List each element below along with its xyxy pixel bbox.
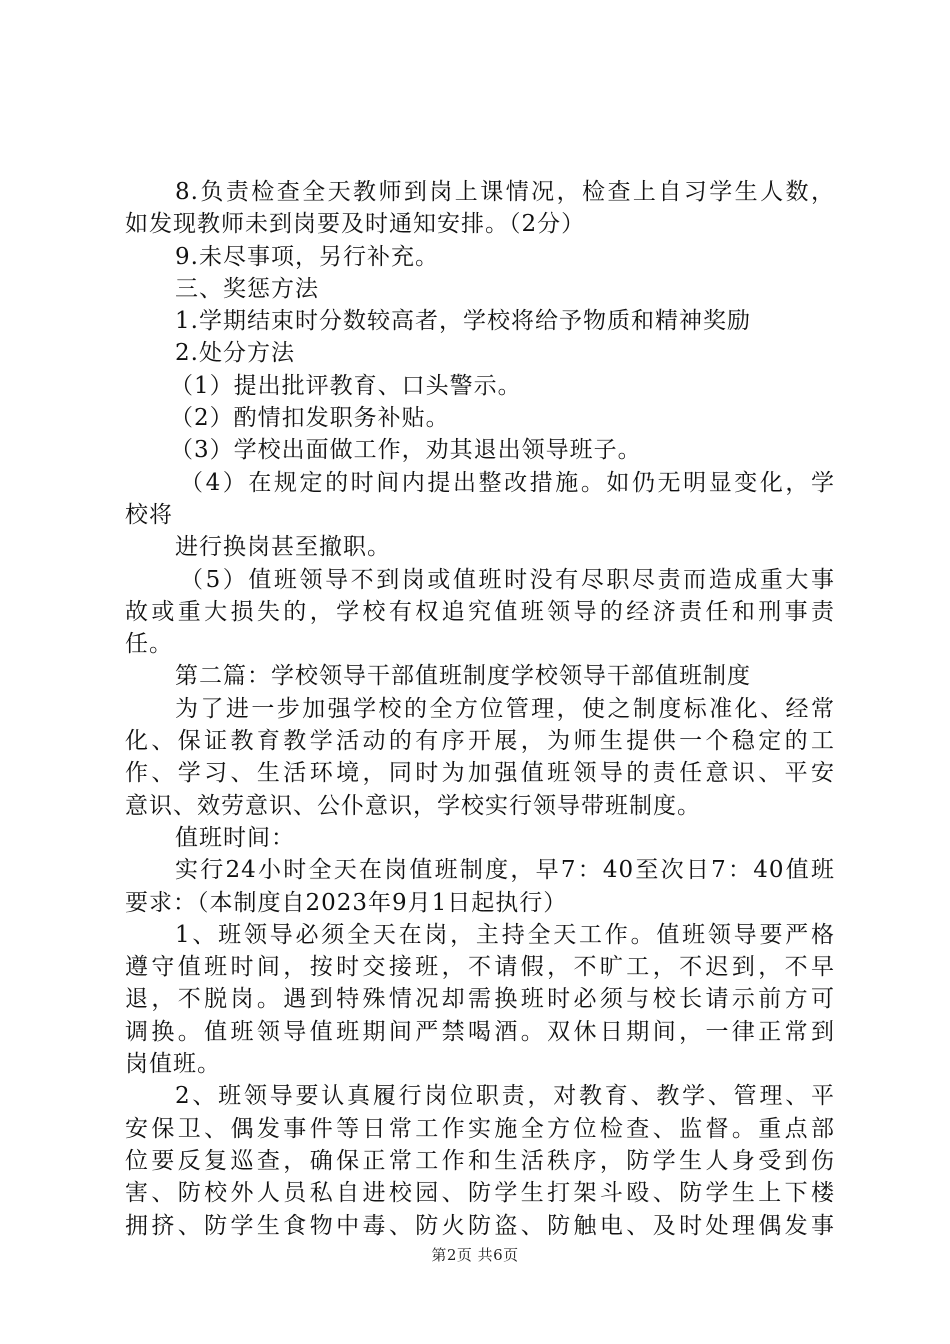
text-line: 意识、效劳意识、公仆意识，学校实行领导带班制度。 — [125, 792, 701, 819]
text-line: 岗值班。 — [125, 1051, 221, 1078]
text-line: 1、班领导必须全天在岗，主持全天工作。值班领导要严格 — [175, 921, 835, 948]
text-line: 任。 — [125, 631, 173, 658]
text-line: 2、班领导要认真履行岗位职责，对教育、教学、管理、平 — [175, 1083, 835, 1110]
text-line: 9.未尽事项，另行补充。 — [175, 243, 439, 270]
text-line: 1.学期结束时分数较高者，学校将给予物质和精神奖励 — [175, 308, 751, 335]
text-line: 作、学习、生活环境，同时为加强值班领导的责任意识、平安 — [125, 760, 835, 787]
text-line: 害、防校外人员私自进校园、防学生打架斗殴、防学生上下楼 — [125, 1180, 835, 1207]
page-footer — [0, 1244, 950, 1265]
text-line: 8.负责检查全天教师到岗上课情况，检查上自习学生人数， — [175, 179, 835, 205]
text-line: 为了进一步加强学校的全方位管理，使之制度标准化、经常 — [175, 695, 835, 722]
text-line: 2.处分方法 — [175, 340, 295, 367]
text-line: 实行24小时全天在岗值班制度，早7：40至次日7：40值班 — [175, 857, 835, 884]
text-line: 三、奖惩方法 — [175, 275, 319, 302]
text-line: （2）酌情扣发职务补贴。 — [170, 405, 450, 432]
text-line: 遵守值班时间，按时交接班，不请假，不旷工，不迟到，不早 — [125, 954, 835, 981]
text-line: 如发现教师未到岗要及时通知安排。（2分） — [125, 211, 586, 238]
text-line: （5）值班领导不到岗或值班时没有尽职尽责而造成重大事 — [180, 566, 835, 593]
text-line: 化、保证教育教学活动的有序开展，为师生提供一个稳定的工 — [125, 728, 835, 755]
text-line: 位要反复巡查，确保正常工作和生活秩序，防学生人身受到伤 — [125, 1147, 835, 1174]
text-line: 校将 — [125, 501, 173, 528]
text-line: 第二篇：学校领导干部值班制度学校领导干部值班制度 — [175, 663, 751, 690]
text-line: 拥挤、防学生食物中毒、防火防盗、防触电、及时处理偶发事 — [125, 1212, 835, 1239]
text-line: 退，不脱岗。遇到特殊情况却需换班时必须与校长请示前方可 — [125, 986, 835, 1013]
document-body — [125, 176, 835, 1242]
text-line: 要求：（本制度自2023年9月1日起执行） — [125, 889, 568, 916]
text-line: 安保卫、偶发事件等日常工作实施全方位检查、监督。重点部 — [125, 1115, 835, 1142]
text-line: （4）在规定的时间内提出整改措施。如仍无明显变化，学 — [180, 469, 835, 496]
text-line: 故或重大损失的，学校有权追究值班领导的经济责任和刑事责 — [125, 598, 835, 625]
text-line: （1）提出批评教育、口头警示。 — [170, 372, 522, 399]
text-line: （3）学校出面做工作，劝其退出领导班子。 — [170, 437, 642, 464]
text-line: 调换。值班领导值班期间严禁喝酒。双休日期间，一律正常到 — [125, 1018, 835, 1045]
text-line: 进行换岗甚至撤职。 — [175, 534, 391, 561]
text-line: 值班时间： — [175, 824, 295, 851]
page-number-label: 第2页 共6页 — [431, 1246, 519, 1264]
